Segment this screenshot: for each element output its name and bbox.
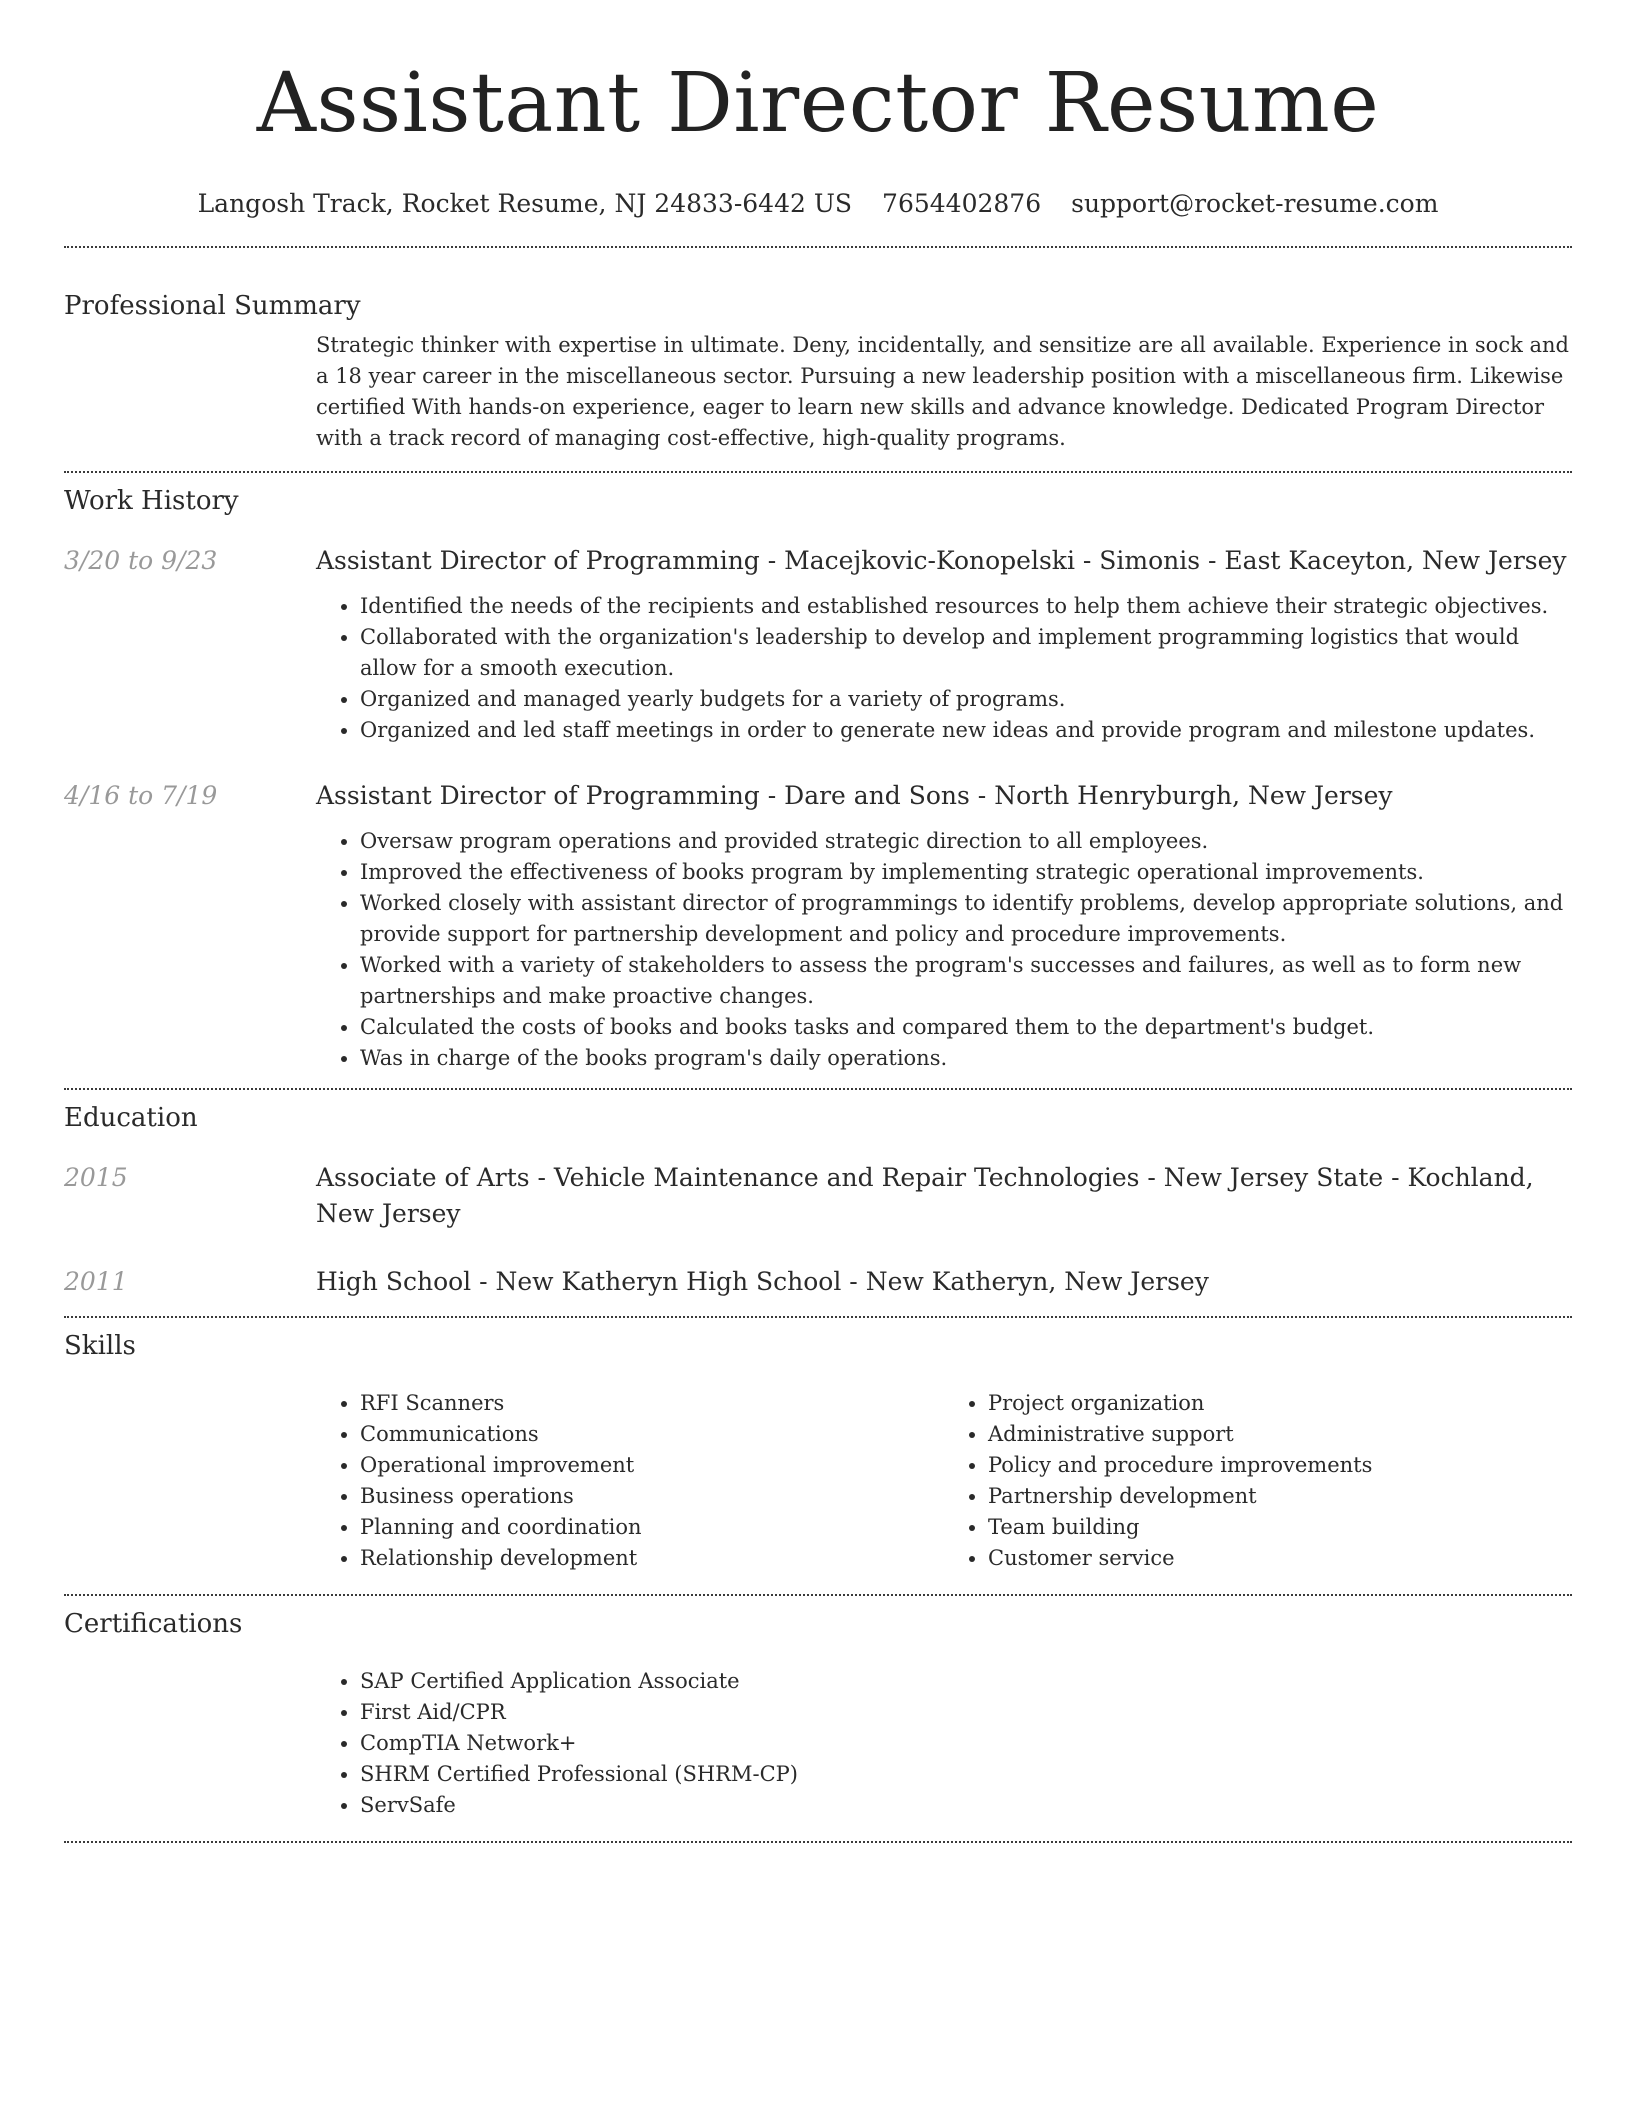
certifications-section: [64, 1608, 1572, 1821]
skill-item: • Partnership development: [988, 1481, 1572, 1512]
section-divider: [64, 246, 1572, 248]
work-history-section: [64, 485, 1572, 1074]
section-divider: [64, 1594, 1572, 1596]
job-bullets: [316, 591, 1572, 746]
skill-item: • Policy and procedure improvements: [988, 1450, 1572, 1481]
contact-phone: 7654402876: [882, 189, 1042, 218]
section-divider: [64, 471, 1572, 473]
work-history-heading: Work History: [64, 486, 239, 516]
job-heading: Assistant Director of Programming - Macejkovic-Konopelski - Simonis - East Kaceyton, New Jersey: [316, 546, 1567, 575]
contact-email: support@rocket-resume.com: [1071, 189, 1439, 218]
education-entry: [64, 1160, 1572, 1232]
education-heading-text: Associate of Arts - Vehicle Maintenance and Repair Technologies - New Jersey State - Kochland, New Jersey: [316, 1163, 1534, 1228]
job-bullet: • Organized and managed yearly budgets for a variety of programs.: [360, 684, 1572, 715]
job-bullets: [316, 826, 1572, 1074]
contact-line: [64, 188, 1572, 220]
education-year: 2015: [64, 1163, 128, 1192]
job-dates: 4/16 to 7/19: [64, 781, 218, 810]
job-bullet: • Worked closely with assistant director of programmings to identify problems, develop appropriate solutions, and provide support for partnership development and policy and procedure improvements.: [360, 888, 1572, 950]
job-bullet: • Collaborated with the organization's leadership to develop and implement programming logistics that would allow for a smooth execution.: [360, 622, 1572, 684]
skill-item: • Relationship development: [360, 1543, 944, 1574]
summary-section: [64, 290, 1572, 454]
resume-title: Assistant Director Resume: [256, 56, 1380, 151]
education-heading: Education: [64, 1103, 198, 1133]
skill-item: • Team building: [988, 1512, 1572, 1543]
certification-item: • SAP Certified Application Associate: [360, 1666, 1572, 1697]
education-heading-text: High School - New Katheryn High School - New Katheryn, New Jersey: [316, 1267, 1209, 1296]
skill-item: • Operational improvement: [360, 1450, 944, 1481]
skills-list-right: [944, 1388, 1572, 1574]
skills-list-left: [316, 1388, 944, 1574]
job-bullet: • Oversaw program operations and provided strategic direction to all employees.: [360, 826, 1572, 857]
skill-item: • Customer service: [988, 1543, 1572, 1574]
certification-item: • ServSafe: [360, 1790, 1572, 1821]
job-bullet: • Calculated the costs of books and books tasks and compared them to the department's budget.: [360, 1012, 1572, 1043]
job-heading: Assistant Director of Programming - Dare and Sons - North Henryburgh, New Jersey: [316, 781, 1393, 810]
summary-text: Strategic thinker with expertise in ultimate. Deny, incidentally, and sensitize are all available. Experience in sock and a 18 year career in the miscellaneous sector. Pursuing a new leadership position with a miscellaneous firm. Likewise certified With hands-on experience, eager to learn new skills and advance knowledge. Dedicated Program Director with a track record of managing cost-effective, high-quality programs.: [316, 333, 1569, 450]
resume-page: [64, 0, 1572, 1843]
skill-item: • Administrative support: [988, 1419, 1572, 1450]
section-divider: [64, 1841, 1572, 1843]
job-bullet: • Identified the needs of the recipients and established resources to help them achieve their strategic objectives.: [360, 591, 1572, 622]
section-divider: [64, 1316, 1572, 1318]
education-section: [64, 1102, 1572, 1300]
contact-address: Langosh Track, Rocket Resume, NJ 24833-6442 US: [197, 189, 853, 218]
skill-item: • Business operations: [360, 1481, 944, 1512]
certifications-list: [316, 1666, 1572, 1821]
section-divider: [64, 1088, 1572, 1090]
certification-item: • First Aid/CPR: [360, 1697, 1572, 1728]
job-bullet: • Worked with a variety of stakeholders to assess the program's successes and failures, as well as to form new partnerships and make proactive changes.: [360, 950, 1572, 1012]
summary-heading: Professional Summary: [64, 291, 361, 321]
job-entry: [64, 778, 1572, 1074]
job-entry: [64, 543, 1572, 746]
job-bullet: • Improved the effectiveness of books program by implementing strategic operational improvements.: [360, 857, 1572, 888]
certification-item: • SHRM Certified Professional (SHRM-CP): [360, 1759, 1572, 1790]
skills-section: [64, 1330, 1572, 1574]
education-entry: [64, 1264, 1572, 1300]
skills-heading: Skills: [64, 1331, 136, 1361]
skill-item: • Communications: [360, 1419, 944, 1450]
skill-item: • Planning and coordination: [360, 1512, 944, 1543]
job-dates: 3/20 to 9/23: [64, 546, 218, 575]
job-bullet: • Was in charge of the books program's daily operations.: [360, 1043, 1572, 1074]
education-year: 2011: [64, 1267, 128, 1296]
certifications-heading: Certifications: [64, 1609, 243, 1639]
skill-item: • RFI Scanners: [360, 1388, 944, 1419]
certification-item: • CompTIA Network+: [360, 1728, 1572, 1759]
skill-item: • Project organization: [988, 1388, 1572, 1419]
job-bullet: • Organized and led staff meetings in order to generate new ideas and provide program and milestone updates.: [360, 715, 1572, 746]
